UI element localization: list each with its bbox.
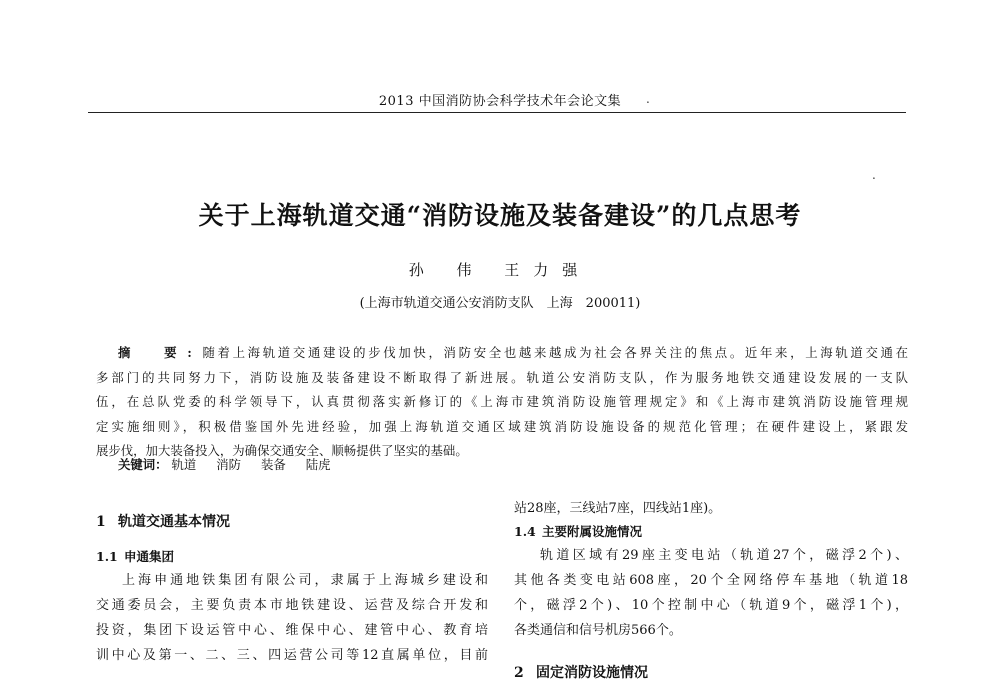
paragraph-line: 交通委员会，主要负责本市地铁建设、运营及综合开发和 [96,598,488,613]
header-rule [88,112,906,113]
subsection-title: 主要附属设施情况 [542,524,643,539]
subsection-number: 1.4 [514,524,536,539]
section-number: 1 [96,514,106,530]
abstract-line: 展步伐，加大装备投入，为确保交通安全、顺畅提供了坚实的基础。 [96,443,468,458]
paragraph [96,568,488,668]
abstract-line: 伍，在总队党委的科学领导下，认真贯彻落实新修订的《上海市建筑消防设施管理规定》和《上海市建筑消防设施管理规 [96,394,908,409]
subsection-heading [514,521,908,543]
paragraph-line: 投资，集团下设运管中心、维保中心、建管中心、教育培 [96,623,488,638]
abstract-label: 摘 要: [118,345,200,360]
left-column [96,510,488,668]
subsection-heading [96,546,488,568]
running-header: 2013 中国消防协会科学技术年会论文集 [378,94,622,109]
paragraph-line: 各类通信和信号机房566个。 [514,623,682,638]
scan-speck: . [646,92,650,106]
affiliation: (上海市轨道交通公安消防支队 上海 200011) [359,296,641,311]
paragraph-line: 其他各类变电站608座，20个全网络停车基地（轨道18 [514,573,908,588]
keywords [118,455,347,473]
keyword: 轨道 [171,457,197,472]
section-heading [514,661,908,685]
keyword: 陆虎 [305,457,331,472]
section-heading [96,510,488,534]
scan-speck: . [872,168,876,182]
paper-title: 关于上海轨道交通“消防设施及装备建设”的几点思考 [198,201,802,230]
subsection-number: 1.1 [96,549,118,564]
abstract-text: 随着上海轨道交通建设的步伐加快，消防安全也越来越成为社会各界关注的焦点。近年来，上海轨道交通在 [199,345,908,360]
abstract [96,341,908,464]
right-column [514,496,908,685]
section-number: 2 [514,665,524,681]
paragraph [514,543,908,643]
authors: 孙 伟 王力强 [408,261,592,279]
paragraph-line: 上海申通地铁集团有限公司，隶属于上海城乡建设和 [122,573,488,588]
abstract-line: 定实施细则》，积极借鉴国外先进经验，加强上海轨道交通区域建筑消防设施设备的规范化管理；在硬件建设上，紧跟发 [96,418,908,434]
paragraph-line: 训中心及第一、二、三、四运营公司等12直属单位，目前 [96,648,488,663]
paragraph-continued [514,496,908,521]
abstract-line [96,341,908,366]
keyword: 消防 [216,457,242,472]
paragraph-line: 个，磁浮2个)、10个控制中心（轨道9个，磁浮1个)， [514,598,908,613]
subsection-title: 申通集团 [124,549,175,564]
abstract-line: 多部门的共同努力下，消防设施及装备建设不断取得了新进展。轨道公安消防支队，作为服务地铁交通建设发展的一支队 [96,369,908,385]
paragraph-line: 轨道区域有29座主变电站（轨道27个，磁浮2个)、 [540,548,908,563]
section-title: 轨道交通基本情况 [118,514,230,530]
keywords-label: 关键词： [118,457,168,472]
keyword: 装备 [260,457,286,472]
section-title: 固定消防设施情况 [536,665,648,681]
paragraph-line: 站28座，三线站7座，四线站1座)。 [514,501,722,516]
